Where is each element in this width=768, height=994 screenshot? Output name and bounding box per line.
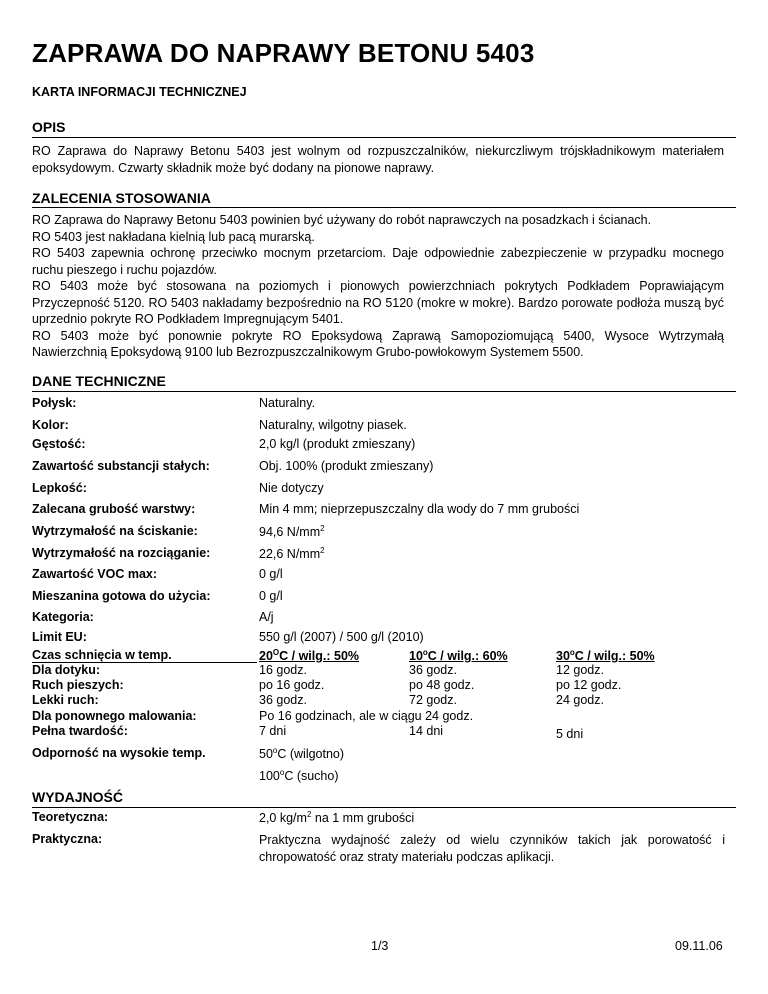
spec-label: Lepkość: (32, 481, 87, 495)
zalecenia-paragraph: RO 5403 może być ponownie pokryte RO Epoksydową Zaprawą Samopoziomującą 5400, Wysoce Wytrzymałą Nawierzchnią Epoksydową 9100 lub Bezrozpuszczalnikowym Grubo-powłokowym Systemem 5500. (32, 328, 724, 359)
spec-label: Zawartość VOC max: (32, 567, 158, 581)
drying-value: 12 godz. (556, 663, 604, 677)
temp-suffix: C (wilgotno) (277, 747, 345, 762)
temp-number: 100 (259, 769, 280, 784)
temp-suffix: C (sucho) (284, 769, 339, 784)
coverage-practical-label: Praktyczna: (32, 832, 103, 846)
document-title: ZAPRAWA DO NAPRAWY BETONU 5403 (32, 38, 535, 68)
degree-mark: o (422, 648, 428, 657)
spec-value (259, 524, 325, 539)
section-heading-wydajnosc: WYDAJNOŚĆ (32, 789, 124, 805)
spec-value: 0 g/l (259, 567, 283, 581)
superscript: 2 (306, 810, 312, 819)
degree-mark: O (272, 648, 280, 657)
drying-value: Po 16 godzinach, ale w ciągu 24 godz. (259, 709, 474, 723)
temp-number: 10 (409, 649, 423, 664)
spec-value: Naturalny, wilgotny piasek. (259, 418, 407, 432)
spec-value: Nie dotyczy (259, 481, 324, 495)
drying-value: po 16 godz. (259, 678, 325, 692)
drying-label: Ruch pieszych: (32, 678, 124, 692)
drying-value: 36 godz. (409, 663, 457, 677)
temp-suffix: C / wilg.: 60% (427, 649, 508, 664)
temp-number: 50 (259, 747, 273, 762)
spec-label: Wytrzymałość na ściskanie: (32, 524, 198, 538)
degree-mark: o (272, 746, 278, 755)
spec-label: Zalecana grubość warstwy: (32, 502, 196, 516)
spec-label: Kategoria: (32, 610, 94, 624)
zalecenia-paragraph: RO Zaprawa do Naprawy Betonu 5403 powinien być używany do robót naprawczych na posadzkach i ścianach. (32, 213, 652, 227)
drying-header-30c (556, 648, 655, 663)
spec-value: Naturalny. (259, 396, 316, 410)
heat-label: Odporność na wysokie temp. (32, 746, 206, 760)
spec-label: Mieszanina gotowa do użycia: (32, 589, 211, 603)
spec-value: Obj. 100% (produkt zmieszany) (259, 459, 434, 473)
spec-label: Kolor: (32, 418, 69, 432)
zalecenia-paragraph: RO 5403 jest nakładana kielnią lub pacą murarską. (32, 229, 315, 244)
temp-number: 20 (259, 649, 273, 664)
zalecenia-text (32, 212, 724, 361)
zalecenia-paragraph: RO 5403 może być stosowana na poziomych i pionowych powierzchniach pokrytych Podkładem Poprawiającym Przyczepność 5120. RO 5403 nakładamy bezpośrednio na RO 5120 (mokre w mokre). Bardzo porowate podłoża muszą być uprzednio pokryte RO Podkładem Impregnującym 5401. (32, 279, 724, 326)
drying-value: 36 godz. (259, 693, 307, 707)
drying-label: Dla dotyku: (32, 663, 101, 677)
drying-value: 7 dni (259, 724, 287, 738)
drying-value: 24 godz. (556, 693, 604, 707)
temp-suffix: C / wilg.: 50% (279, 649, 360, 664)
coverage-amount: 2,0 kg/m (259, 811, 307, 826)
section-divider (32, 207, 736, 208)
drying-value: 72 godz. (409, 693, 457, 707)
section-divider (32, 807, 736, 808)
spec-label: Gęstość: (32, 437, 86, 451)
superscript: 2 (320, 524, 325, 533)
section-heading-opis: OPIS (32, 119, 66, 135)
drying-value: 16 godz. (259, 663, 307, 677)
coverage-suffix: na 1 mm grubości (311, 811, 415, 826)
section-divider (32, 391, 736, 392)
superscript: 2 (320, 546, 325, 555)
spec-value: A/j (259, 610, 274, 624)
coverage-theoretical-label: Teoretyczna: (32, 810, 109, 824)
spec-label: Limit EU: (32, 630, 87, 644)
drying-value: po 48 godz. (409, 678, 475, 692)
drying-value: 5 dni (556, 727, 584, 741)
temp-number: 30 (556, 649, 570, 664)
drying-value: 14 dni (409, 724, 444, 738)
opis-text: RO Zaprawa do Naprawy Betonu 5403 jest wolnym od rozpuszczalników, niekurczliwym trójskładnikowym materiałem epoksydowym. Czwarty składnik może być dodany na pionowe naprawy. (32, 144, 724, 175)
heat-dry-value (259, 768, 339, 783)
section-heading-dane: DANE TECHNICZNE (32, 373, 166, 389)
spec-value-text: 94,6 N/mm (259, 525, 321, 540)
spec-value: 2,0 kg/l (produkt zmieszany) (259, 437, 416, 451)
coverage-practical-value: Praktyczna wydajność zależy od wielu czynników takich jak porowatość i chropowatość oraz straty materiału podczas aplikacji. (259, 833, 725, 864)
spec-value (259, 546, 325, 561)
temp-suffix: C / wilg.: 50% (574, 649, 655, 664)
spec-value-text: 22,6 N/mm (259, 547, 321, 562)
drying-label: Pełna twardość: (32, 724, 128, 738)
drying-label: Dla ponownego malowania: (32, 709, 197, 723)
drying-header-10c (409, 648, 508, 663)
degree-mark: o (279, 768, 285, 777)
drying-label: Lekki ruch: (32, 693, 99, 707)
zalecenia-paragraph: RO 5403 zapewnia ochronę przeciwko mocnym przetarciom. Daje odpowiednie zabezpieczenie w przypadku mocnego ruchu pieszego i ruchu pojazdów. (32, 246, 724, 277)
spec-value: 550 g/l (2007) / 500 g/l (2010) (259, 630, 424, 644)
page-number: 1/3 (371, 939, 389, 953)
heat-wet-value (259, 746, 344, 761)
section-divider (32, 137, 736, 138)
drying-label-heading: Czas schnięcia w temp. (32, 648, 172, 662)
degree-mark: o (569, 648, 575, 657)
spec-value: 0 g/l (259, 589, 283, 603)
document-date: 09.11.06 (675, 939, 723, 953)
drying-header-20c (259, 648, 359, 663)
spec-value: Min 4 mm; nieprzepuszczalny dla wody do 7 mm grubości (259, 502, 580, 516)
spec-label: Wytrzymałość na rozciąganie: (32, 546, 211, 560)
coverage-theoretical-value (259, 810, 414, 825)
spec-label: Połysk: (32, 396, 77, 410)
drying-value: po 12 godz. (556, 678, 622, 692)
spec-label: Zawartość substancji stałych: (32, 459, 210, 473)
document-subtitle: KARTA INFORMACJI TECHNICZNEJ (32, 85, 247, 99)
section-heading-zalecenia: ZALECENIA STOSOWANIA (32, 190, 211, 206)
